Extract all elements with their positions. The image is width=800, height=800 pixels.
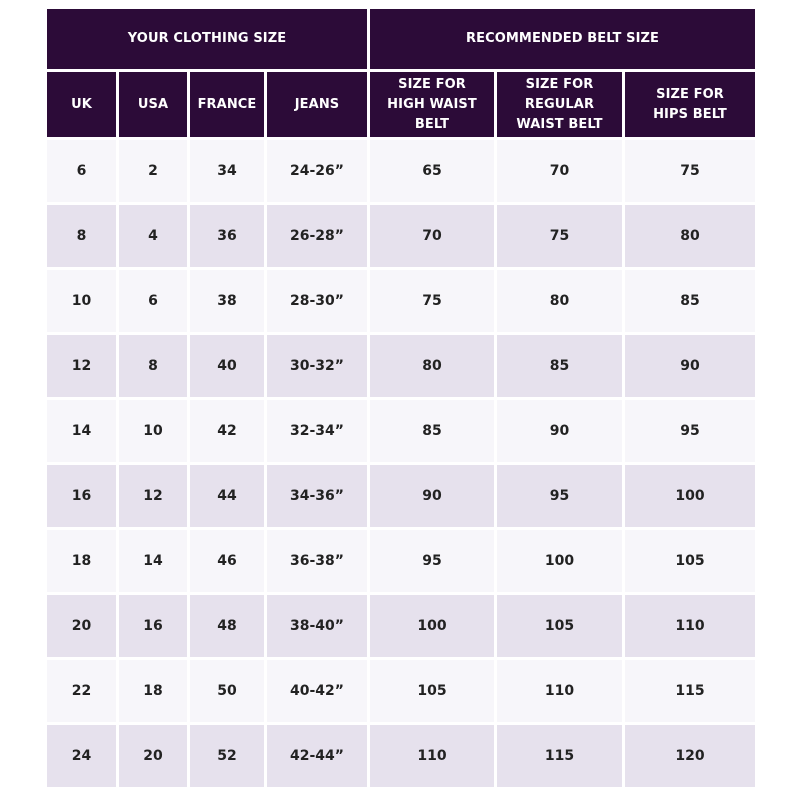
- table-cell-france: 50: [190, 660, 264, 722]
- france-column-header: FRANCE: [190, 72, 264, 137]
- table-cell-high-waist: 65: [370, 140, 494, 202]
- table-cell-usa: 6: [119, 270, 187, 332]
- table-cell-france: 34: [190, 140, 264, 202]
- table-cell-usa: 4: [119, 205, 187, 267]
- belt-size-table: [47, 9, 751, 787]
- uk-column-header: UK: [47, 72, 116, 137]
- table-cell-regular-waist: 70: [497, 140, 622, 202]
- table-cell-usa: 14: [119, 530, 187, 592]
- table-cell-uk: 24: [47, 725, 116, 787]
- table-cell-france: 38: [190, 270, 264, 332]
- table-cell-jeans: 40-42”: [267, 660, 367, 722]
- table-cell-high-waist: 105: [370, 660, 494, 722]
- clothing-size-group-header: YOUR CLOTHING SIZE: [47, 9, 367, 69]
- table-cell-hips: 85: [625, 270, 755, 332]
- table-cell-france: 42: [190, 400, 264, 462]
- table-cell-uk: 12: [47, 335, 116, 397]
- table-cell-hips: 120: [625, 725, 755, 787]
- table-cell-high-waist: 90: [370, 465, 494, 527]
- table-cell-france: 36: [190, 205, 264, 267]
- table-cell-hips: 100: [625, 465, 755, 527]
- hips-column-header: SIZE FOR HIPS BELT: [625, 72, 755, 137]
- table-cell-high-waist: 75: [370, 270, 494, 332]
- table-cell-high-waist: 85: [370, 400, 494, 462]
- table-cell-regular-waist: 110: [497, 660, 622, 722]
- table-cell-jeans: 38-40”: [267, 595, 367, 657]
- table-cell-regular-waist: 105: [497, 595, 622, 657]
- table-cell-france: 40: [190, 335, 264, 397]
- table-cell-jeans: 32-34”: [267, 400, 367, 462]
- table-cell-uk: 20: [47, 595, 116, 657]
- table-cell-uk: 8: [47, 205, 116, 267]
- table-cell-high-waist: 110: [370, 725, 494, 787]
- table-cell-hips: 90: [625, 335, 755, 397]
- table-cell-high-waist: 70: [370, 205, 494, 267]
- table-cell-jeans: 42-44”: [267, 725, 367, 787]
- table-cell-hips: 80: [625, 205, 755, 267]
- table-cell-usa: 2: [119, 140, 187, 202]
- jeans-column-header: JEANS: [267, 72, 367, 137]
- table-cell-jeans: 24-26”: [267, 140, 367, 202]
- table-cell-jeans: 30-32”: [267, 335, 367, 397]
- table-cell-uk: 22: [47, 660, 116, 722]
- table-cell-jeans: 34-36”: [267, 465, 367, 527]
- table-cell-france: 48: [190, 595, 264, 657]
- table-cell-regular-waist: 95: [497, 465, 622, 527]
- usa-column-header: USA: [119, 72, 187, 137]
- table-cell-high-waist: 100: [370, 595, 494, 657]
- table-cell-jeans: 36-38”: [267, 530, 367, 592]
- table-cell-usa: 12: [119, 465, 187, 527]
- table-cell-regular-waist: 100: [497, 530, 622, 592]
- table-cell-hips: 75: [625, 140, 755, 202]
- table-cell-france: 52: [190, 725, 264, 787]
- table-cell-regular-waist: 115: [497, 725, 622, 787]
- table-cell-usa: 10: [119, 400, 187, 462]
- table-cell-hips: 115: [625, 660, 755, 722]
- table-cell-uk: 6: [47, 140, 116, 202]
- table-cell-regular-waist: 85: [497, 335, 622, 397]
- regular-waist-column-header: SIZE FOR REGULAR WAIST BELT: [497, 72, 622, 137]
- table-cell-usa: 20: [119, 725, 187, 787]
- table-cell-usa: 8: [119, 335, 187, 397]
- table-cell-uk: 18: [47, 530, 116, 592]
- table-cell-high-waist: 95: [370, 530, 494, 592]
- high-waist-column-header: SIZE FOR HIGH WAIST BELT: [370, 72, 494, 137]
- table-cell-high-waist: 80: [370, 335, 494, 397]
- table-cell-hips: 95: [625, 400, 755, 462]
- table-cell-regular-waist: 80: [497, 270, 622, 332]
- table-cell-jeans: 26-28”: [267, 205, 367, 267]
- table-cell-france: 44: [190, 465, 264, 527]
- table-cell-uk: 14: [47, 400, 116, 462]
- belt-size-group-header: RECOMMENDED BELT SIZE: [370, 9, 755, 69]
- table-cell-uk: 10: [47, 270, 116, 332]
- table-cell-jeans: 28-30”: [267, 270, 367, 332]
- table-cell-regular-waist: 90: [497, 400, 622, 462]
- table-cell-hips: 110: [625, 595, 755, 657]
- table-cell-france: 46: [190, 530, 264, 592]
- table-cell-usa: 18: [119, 660, 187, 722]
- table-cell-hips: 105: [625, 530, 755, 592]
- table-cell-usa: 16: [119, 595, 187, 657]
- table-cell-uk: 16: [47, 465, 116, 527]
- table-cell-regular-waist: 75: [497, 205, 622, 267]
